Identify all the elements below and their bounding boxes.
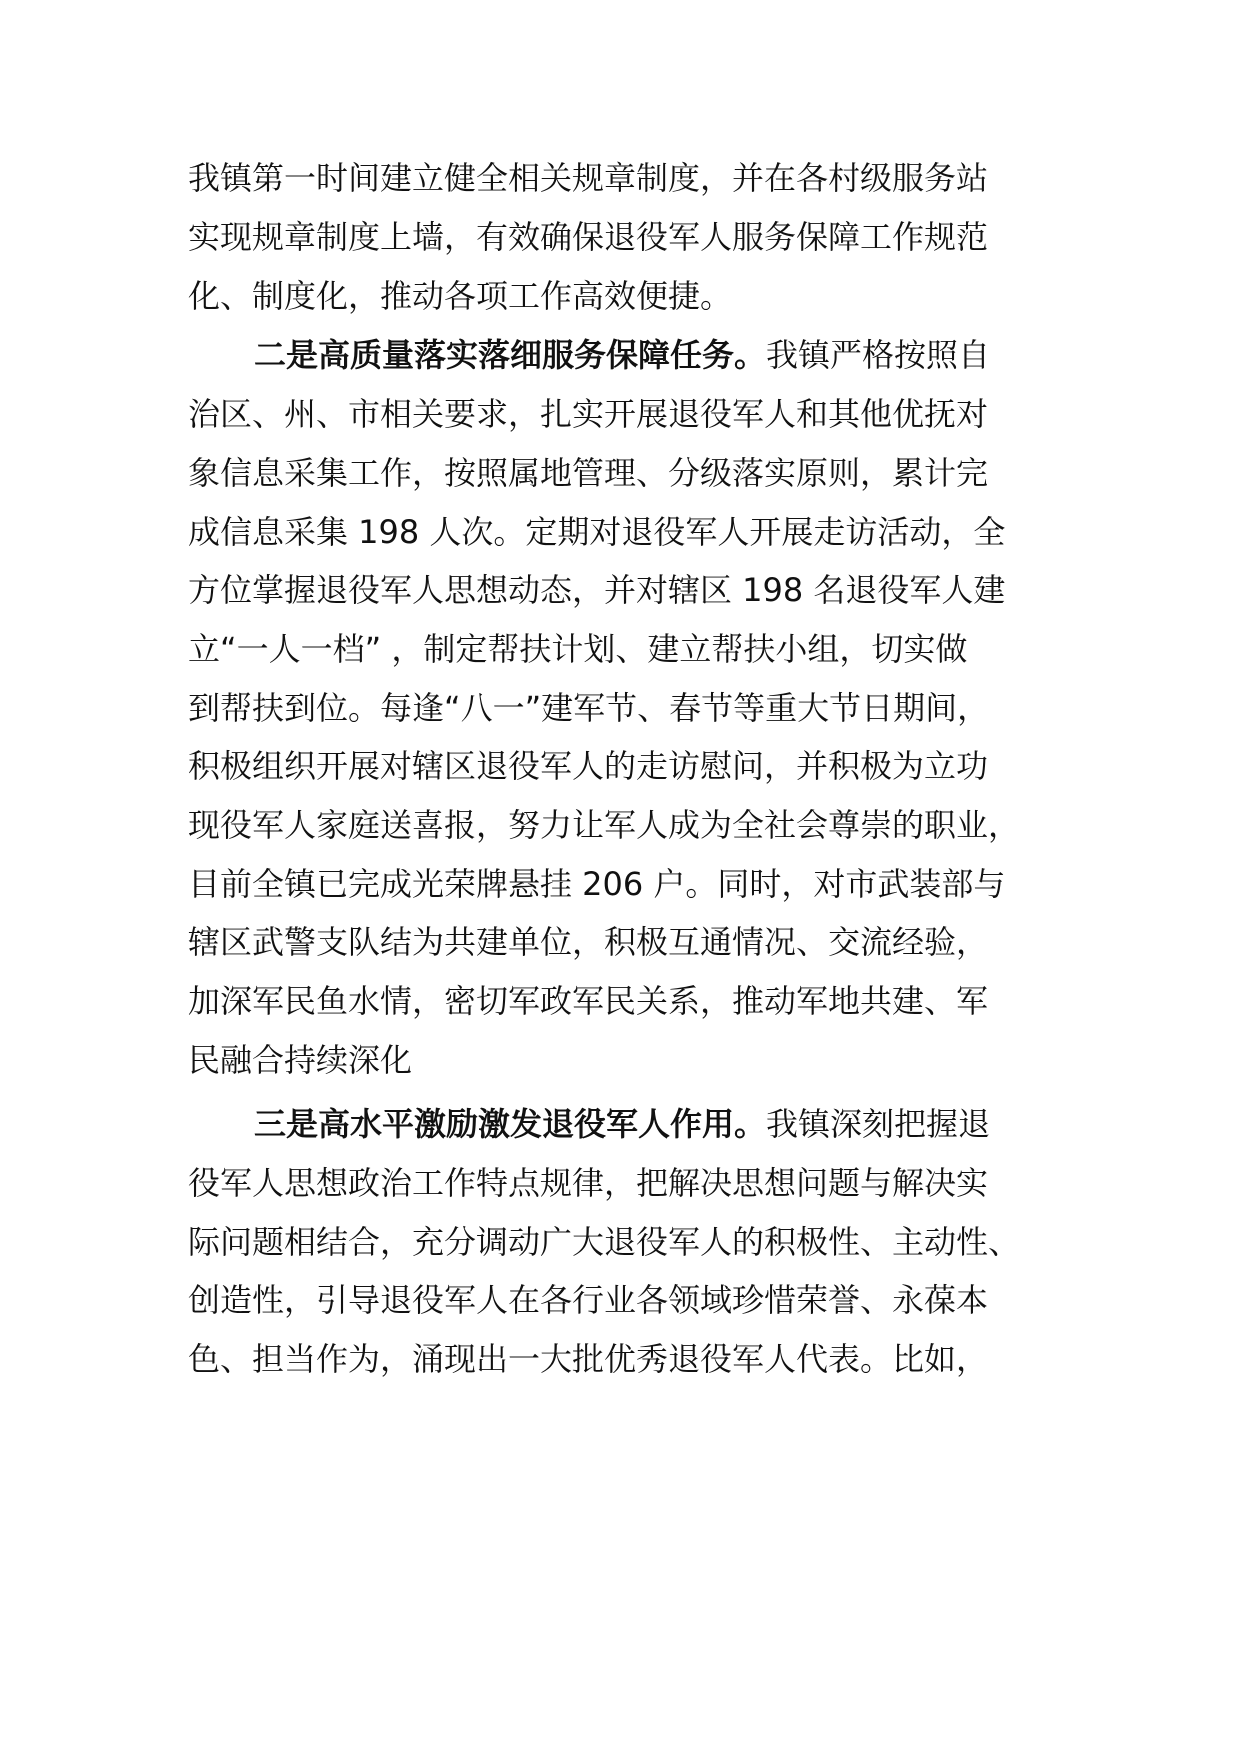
paragraph-3-heading: 三是高水平激励激发退役军人作用。 — [254, 1105, 767, 1143]
paragraph-3-line-5: 色、担当作为，涌现出一大批优秀退役军人代表。比如， — [188, 1340, 989, 1378]
paragraph-2-line-11: 辖区武警支队结为共建单位，积极互通情况、交流经验， — [188, 923, 989, 961]
paragraph-2-line-7: 到帮扶到位。每逢“八一”建军节、春节等重大节日期间， — [188, 689, 990, 727]
paragraph-2-heading: 二是高质量落实落细服务保障任务。 — [254, 336, 767, 374]
paragraph-3-line-3: 际问题相结合，充分调动广大退役军人的积极性、主动性、 — [188, 1223, 1021, 1261]
paragraph-2-line-3: 象信息采集工作，按照属地管理、分级落实原则，累计完 — [188, 454, 989, 492]
paragraph-3-line-1 — [254, 1091, 990, 1157]
paragraph-2-line-5: 方位掌握退役军人思想动态，并对辖区 198 名退役军人建 — [188, 571, 1006, 609]
paragraph-2-line-9: 现役军人家庭送喜报，努力让军人成为全社会尊崇的职业， — [188, 806, 1021, 844]
paragraph-2-line-12: 加深军民鱼水情，密切军政军民关系，推动军地共建、军 — [188, 982, 989, 1020]
paragraph-2-line-2: 治区、州、市相关要求，扎实开展退役军人和其他优抚对 — [188, 395, 989, 433]
paragraph-2-line-10: 目前全镇已完成光荣牌悬挂 206 户。同时，对市武装部与 — [188, 865, 1006, 903]
paragraph-2-line-13: 民融合持续深化 — [188, 1041, 413, 1079]
paragraph-3-line-4: 创造性，引导退役军人在各行业各领域珍惜荣誉、永葆本 — [188, 1281, 989, 1319]
paragraph-3-line-2: 役军人思想政治工作特点规律，把解决思想问题与解决实 — [188, 1164, 989, 1202]
paragraph-1-line-1: 我镇第一时间建立健全相关规章制度，并在各村级服务站 — [188, 159, 989, 197]
paragraph-2-line-1 — [254, 322, 990, 388]
paragraph-1-line-3: 化、制度化，推动各项工作高效便捷。 — [188, 277, 733, 315]
paragraph-1-line-2: 实现规章制度上墙，有效确保退役军人服务保障工作规范 — [188, 218, 989, 256]
paragraph-2-line-6: 立“一人一档” ，制定帮扶计划、建立帮扶小组，切实做 — [188, 630, 968, 668]
paragraph-3-first-line-text: 我镇深刻把握退 — [766, 1105, 991, 1143]
paragraph-2-line-4: 成信息采集 198 人次。定期对退役军人开展走访活动，全 — [188, 513, 1006, 551]
paragraph-2-line-8: 积极组织开展对辖区退役军人的走访慰问，并积极为立功 — [188, 747, 989, 785]
paragraph-2-first-line-text: 我镇严格按照自 — [766, 336, 991, 374]
